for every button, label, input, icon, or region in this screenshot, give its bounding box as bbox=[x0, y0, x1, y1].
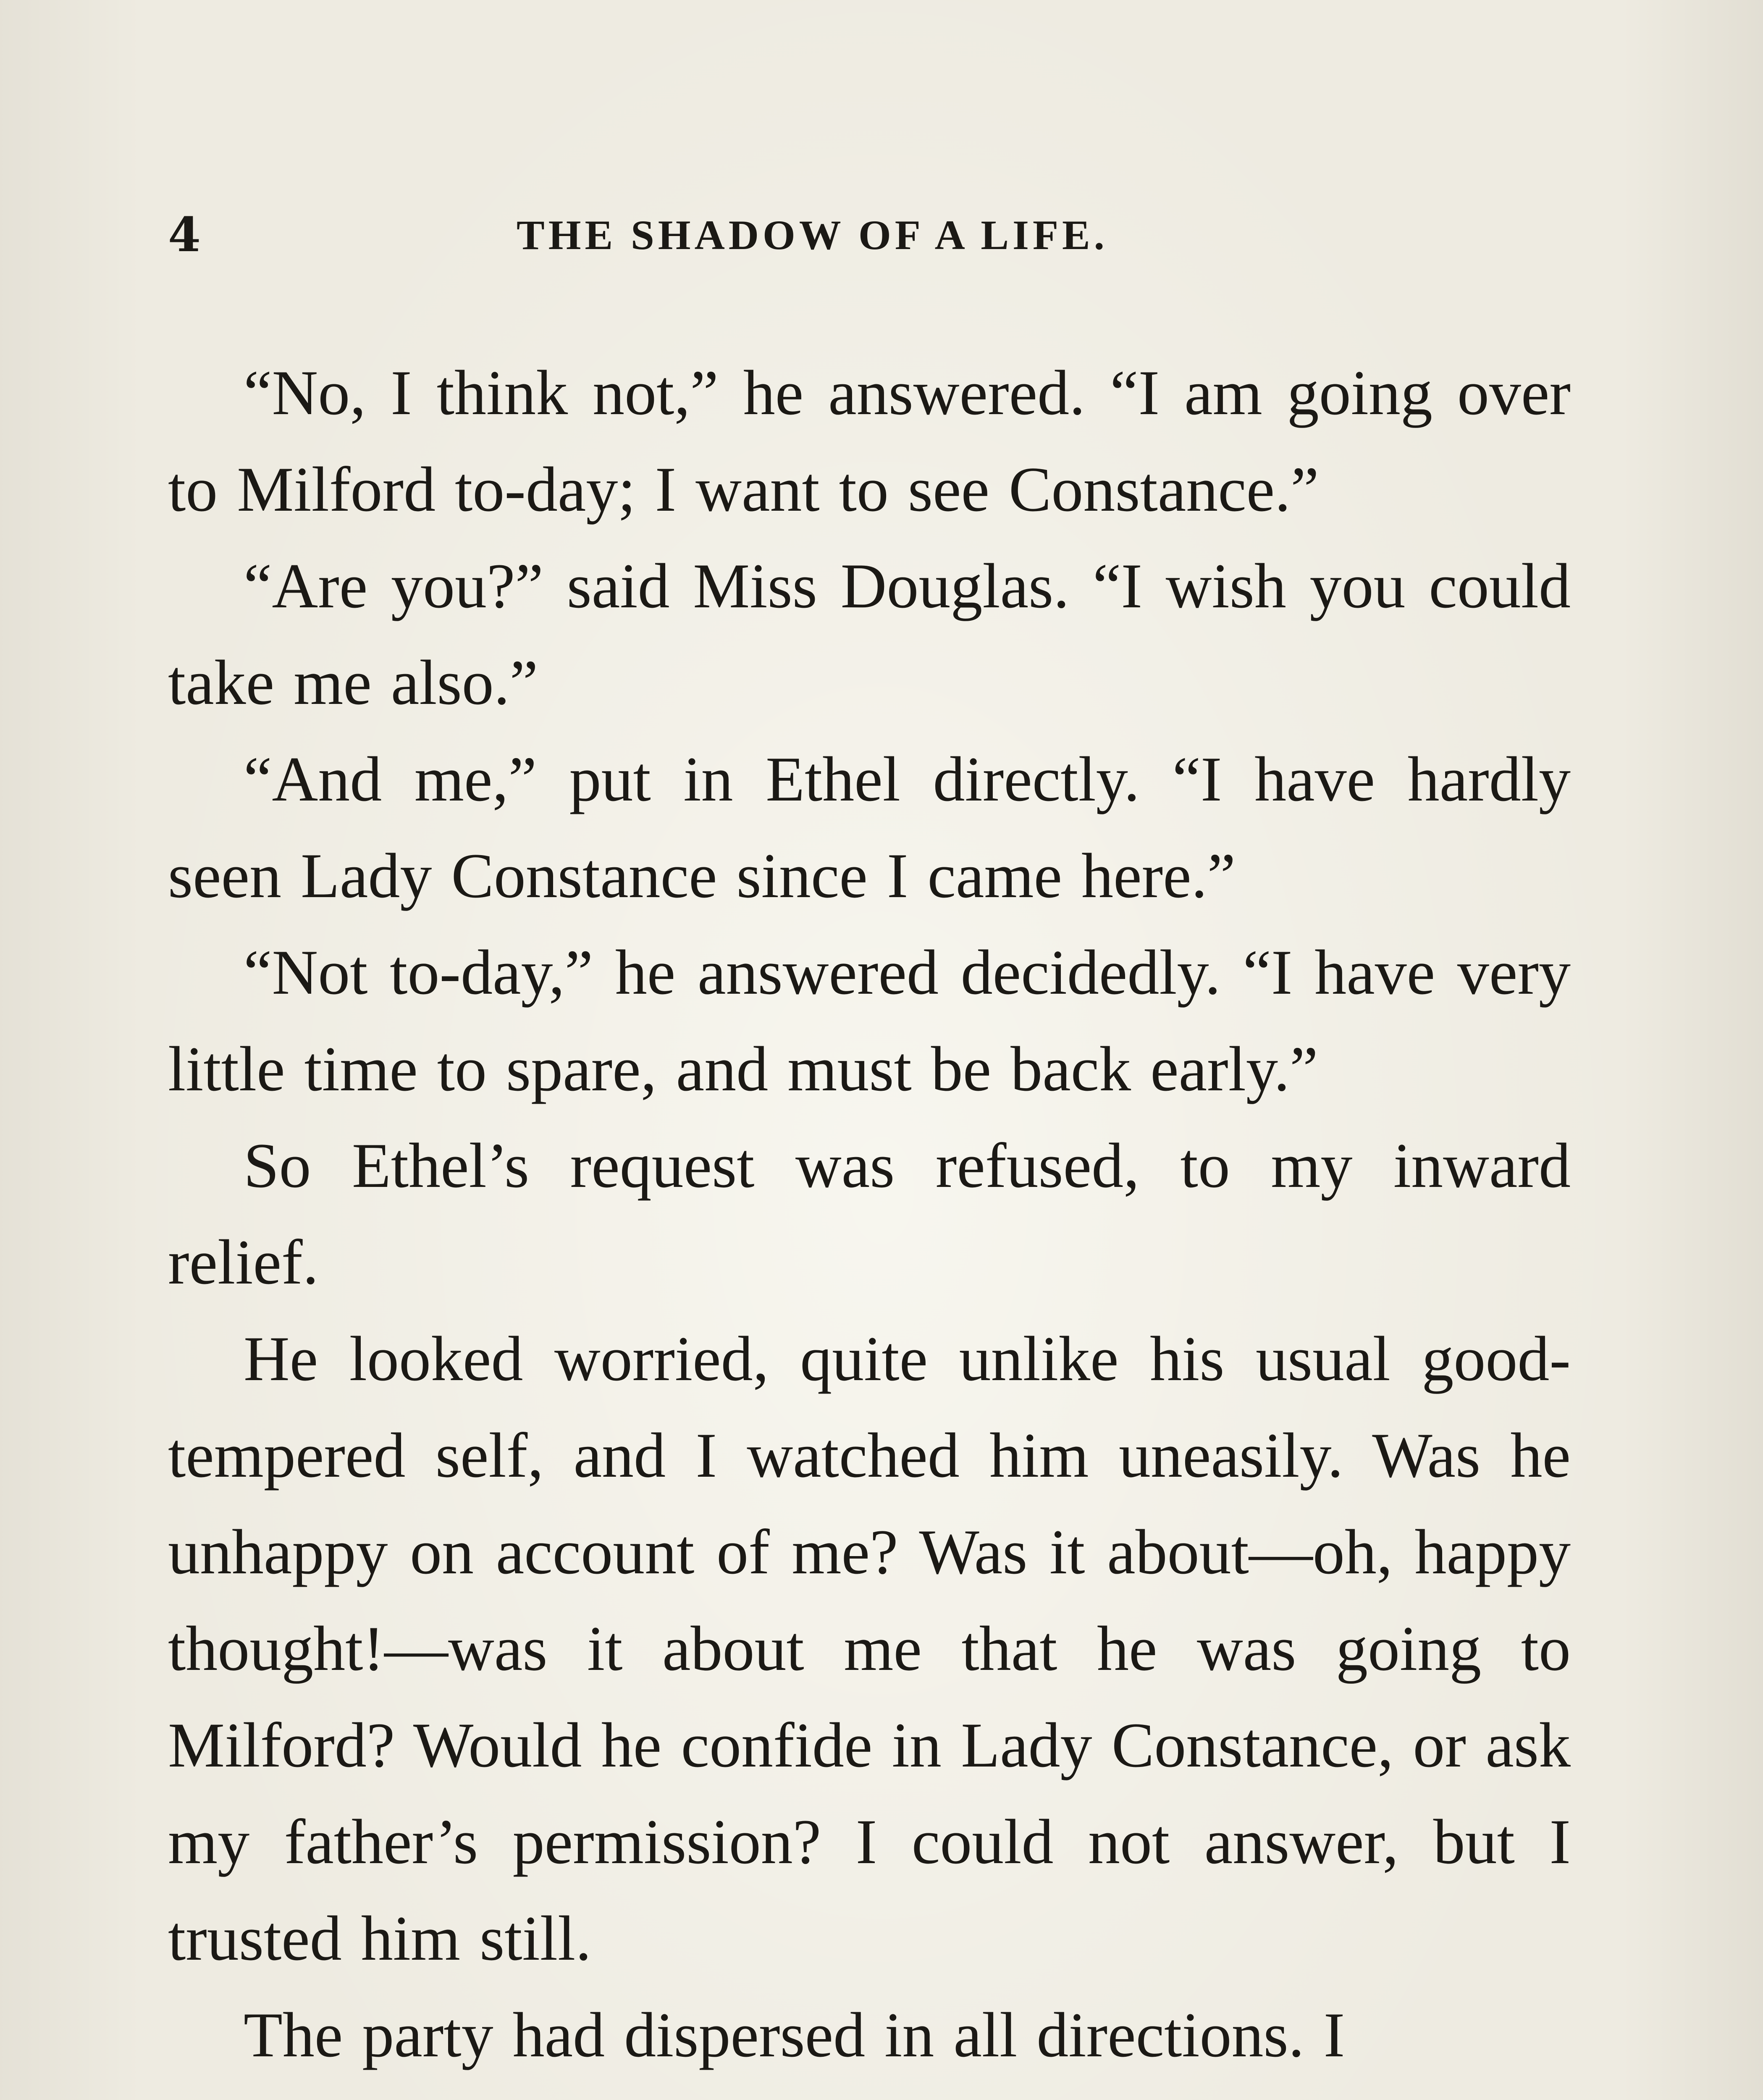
paragraph: “Not to-day,” he answered decidedly. “I have very little time to spare, and must be back early.” bbox=[168, 937, 1571, 1104]
running-title: THE SHADOW OF A LIFE. bbox=[517, 212, 1108, 258]
paragraph: “No, I think not,” he answered. “I am going over to Milford to-day; I want to see Constance.” bbox=[168, 357, 1571, 525]
paragraph: So Ethel’s request was refused, to my inward relief. bbox=[168, 1130, 1571, 1297]
running-head bbox=[168, 202, 1571, 269]
body-text bbox=[168, 344, 1571, 2083]
paragraph: “Are you?” said Miss Douglas. “I wish you could take me also.” bbox=[168, 551, 1571, 718]
paragraph: The party had dispersed in all directions. I bbox=[244, 2000, 1345, 2070]
paragraph: He looked worried, quite unlike his usual good-tempered self, and I watched him uneasily. Was he unhappy on account of me? Was it about—oh, happy thought!—was it about me that he was going to Milford? Would he confide in Lady Constance, or ask my father’s permission? I could not answer, but I trusted him still. bbox=[168, 1323, 1571, 1974]
page-number: 4 bbox=[168, 207, 201, 262]
paragraph: “And me,” put in Ethel directly. “I have hardly seen Lady Constance since I came here.” bbox=[168, 744, 1571, 911]
